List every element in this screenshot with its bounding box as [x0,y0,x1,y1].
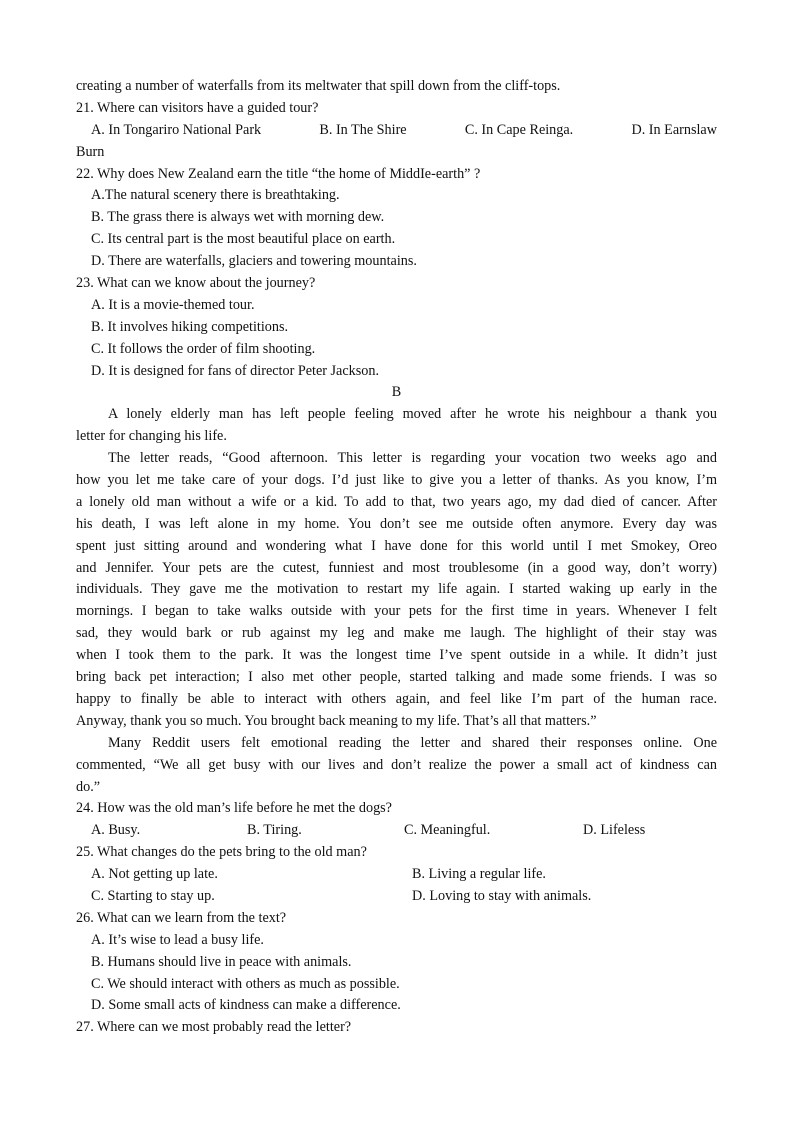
option-b: B. Tiring. [247,822,302,839]
question-21-options [76,120,717,142]
option-a: A. Busy. [91,822,141,839]
option-b: B. In The Shire [319,121,407,138]
question-25-options-row-1 [76,864,717,886]
option-a: A. In Tongariro National Park [91,121,262,138]
option-d: D. Loving to stay with animals. [412,887,592,904]
paragraph-line: A lonely elderly man has left people feeling moved after he wrote his neighbour a thank you [108,406,717,423]
paragraph-line: Anyway, thank you so much. You brought back meaning to my life. That’s all that matters.” [76,712,597,729]
paragraph-line: Many Reddit users felt emotional reading the letter and shared their responses online. One [108,734,717,751]
paragraph-line: sad, they would bark or rub against my leg and make me laugh. The highlight of their stay was [76,625,717,642]
question-24-options [76,820,717,842]
option-c: C. Meaningful. [404,822,491,839]
option-a: A.The natural scenery there is breathtaking. [91,187,340,204]
option-d: D. In Earnslaw [631,121,717,138]
question-21: 21. Where can visitors have a guided tour? [76,99,319,116]
paragraph-line: happy to finally be able to interact with others again, and feel like I’m part of the human race. [76,690,717,707]
option-b: B. The grass there is always wet with morning dew. [91,209,385,226]
paragraph-line: letter for changing his life. [76,428,227,445]
option-c: C. In Cape Reinga. [464,121,574,138]
paragraph-line: mornings. I began to take walks outside with your pets for the first time in years. Whenever I felt [76,603,717,620]
option-c: C. Its central part is the most beautiful place on earth. [91,231,396,248]
paragraph-line: a lonely old man without a wife or a kid. To add to that, two years ago, my dad died of cancer. After [76,493,717,510]
option-d: D. Lifeless [583,822,646,839]
intro-tail-text: creating a number of waterfalls from its meltwater that spill down from the cliff-tops. [76,78,561,94]
option-d-continuation: Burn [76,143,105,160]
option-c: C. It follows the order of film shooting. [91,340,316,357]
paragraph-line: commented, “We all get busy with our lives and don’t realize the power a small act of kindness can [76,756,717,773]
question-26: 26. What can we learn from the text? [76,909,287,926]
option-d: D. It is designed for fans of director Peter Jackson. [91,362,380,379]
paragraph-line: The letter reads, “Good afternoon. This letter is regarding your vocation two weeks ago and [108,450,717,467]
paragraph-line: individuals. They gave me the motivation to restart my life again. I started waking up early in the [76,581,717,598]
question-23: 23. What can we know about the journey? [76,275,316,292]
option-b: B. Humans should live in peace with animals. [91,953,352,970]
option-a: A. Not getting up late. [91,866,218,883]
section-b-heading: B [391,384,402,401]
paragraph-line: his death, I was left alone in my home. You don’t see me outside often anymore. Every day was [76,515,717,532]
option-b: B. Living a regular life. [412,866,546,883]
question-27: 27. Where can we most probably read the letter? [76,1019,352,1036]
paragraph-line: and Jennifer. Your pets are the cutest, funniest and most troublesome (in a good way, don’t worry) [76,559,717,576]
option-c: C. We should interact with others as much as possible. [91,975,400,992]
option-b: B. It involves hiking competitions. [91,318,289,335]
question-25: 25. What changes do the pets bring to the old man? [76,844,367,861]
option-c: C. Starting to stay up. [91,887,215,904]
question-22: 22. Why does New Zealand earn the title “the home of MiddIe-earth” ? [76,165,481,182]
option-d: D. There are waterfalls, glaciers and towering mountains. [91,253,417,270]
question-24: 24. How was the old man’s life before he met the dogs? [76,800,392,817]
paragraph-line: spent just sitting around and wondering what I have done for this world until I met Smokey, Oreo [76,537,717,554]
paragraph-line: do.” [76,778,101,795]
option-a: A. It is a movie-themed tour. [91,296,255,313]
document-page [76,76,717,1039]
option-a: A. It’s wise to lead a busy life. [91,931,264,948]
paragraph-line: how you let me take care of your dogs. I’d just like to give you a letter of thanks. As you know, I’m [76,472,717,489]
question-25-options-row-2 [76,886,717,908]
paragraph-line: bring back pet interaction; I also met other people, started talking and made some friends. I was so [76,669,717,686]
paragraph-line: when I took them to the park. It was the longest time I’ve spent outside in a while. It didn’t just [76,647,717,664]
option-d: D. Some small acts of kindness can make a difference. [91,997,401,1014]
